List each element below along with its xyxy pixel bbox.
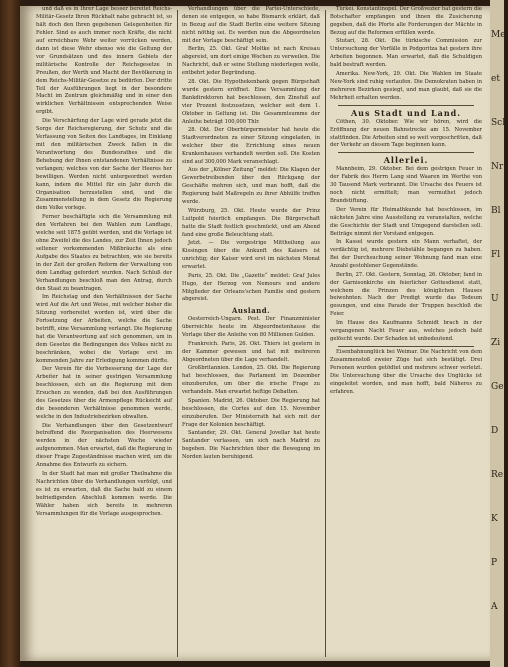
edge-fragment: Me bbox=[491, 30, 506, 40]
article-paragraph: Ferner beschäftigte sich die Versammlung mit den Verfahren bei den Wahlen zum Landtage, welche seit 1875 geübt werden, und die Vorlage ist ohne Zweifel die des Landes, zur Zeit Ihnen jedoch seltener vorkommenden Mißbräuche als eine Aufgabe des Staates zu betrachten, wie sie bereits in der Zeit der großen Reform der Verwaltung von dem Landtag gefordert wurden. Nach Schluß der Verhandlungen beschloß man den Antrag, durch den Staat zu beantragen. bbox=[36, 213, 172, 292]
article-paragraph: 28. Okt. Der Oberbürgermeister hat heute die Stadtverordneten zu einer Sitzung eingeladen, in welcher über die Errichtung eines neuen Krankenhauses verhandelt werden soll. Die Kosten sind auf 300,000 Mark veranschlagt. bbox=[182, 127, 320, 165]
article-paragraph: Berlin, 25. Okt. Graf Moltke ist nach Kreisau abgereist, um dort einige Wochen zu verweilen. Die Nachricht, daß er seine Stellung niederlegen wolle, entbehrt jeder Begründung. bbox=[182, 46, 320, 77]
article-paragraph: In der Stadt hat man mit großer Theilnahme die Nachrichten über die Verhandlungen verfolgt, und es ist zu erwarten, daß die Sache bald zu einem befriedigenden Abschluß kommen werde. Die Wähler haben sich bereits in mehreren Versammlungen für die Vorlage ausgesprochen. bbox=[36, 470, 172, 517]
next-page-edge bbox=[490, 0, 508, 667]
edge-fragment: Fl bbox=[491, 250, 501, 260]
edge-fragment: Nr bbox=[491, 162, 504, 172]
article-paragraph: Türkei. Konstantinopel. Der Großvezier hat gestern die Botschafter empfangen und ihnen die Zusicherung gegeben, daß die Pforte alle Forderungen der Mächte in Bezug auf die Reformen erfüllen werde. bbox=[330, 6, 482, 36]
article-paragraph: Verhandlungen über die Partei-Unterschiede, denen sie entgegen, so habe Bismarck erklärt, daß in Bezug auf die Stadt Berlin eine weitere Sitzung nicht nöthig sei. Es werden nun die Abgeordneten mit der Vorlage beschäftigt sein. bbox=[182, 6, 320, 44]
edge-fragment: Bl bbox=[491, 206, 501, 216]
article-paragraph: Paris, 25. Okt. Die „Gazette“ meldet: Graf Jules Hugo, der Herzog von Nemours und andere Mitglieder der Orleans'schen Familie sind gestern abgereist. bbox=[182, 272, 320, 303]
article-paragraph: Im Reichstag und den Verhältnissen der Sache wird Auf die Art und Weise, mit welcher bisher die Sitzung vorbereitet worden ist, wird über die Fortsetzung der Arbeiten, welche die Sache betrifft, eine Versammlung verlangt. Die Regierung hat die Verantwortung auf sich genommen, um in dem Gesetze die Bedingungen des Volkes nicht zu beschränken, wobei die Vorlage erst im kommenden Jahre zur Erledigung kommen dürfte. bbox=[36, 294, 172, 364]
article-paragraph: Aus der „Kölner Zeitung“ meldet: Die Klagen der Gewerbetreibenden über den Rückgang der Geschäfte mehren sich, und man hofft, daß die Regierung bald Maßregeln zu ihrer Abhülfe treffen werde. bbox=[182, 167, 320, 206]
column-middle bbox=[182, 6, 320, 661]
section-title-stadt-und-land: Aus Stadt und Land. bbox=[350, 107, 462, 118]
article-paragraph: Amerika. New-York, 29. Okt. Die Wahlen im Staate New-York sind ruhig verlaufen. Die Demokraten haben in mehreren Bezirken gesiegt, und man glaubt, daß sie die Mehrheit erhalten werden. bbox=[330, 70, 482, 101]
article-paragraph: Stutari, 28. Okt. Die türkische Commission zur Untersuchung der Vorfälle in Podgoritza hat gestern ihre Arbeiten begonnen. Man erwartet, daß die Schuldigen bald bestraft werden. bbox=[330, 38, 482, 69]
misc-news-paragraph: Im Hause des Kaufmanns Schmidt brach in der vergangenen Nacht Feuer aus, welches jedoch bald gelöscht wurde. Der Schaden ist unbedeutend. bbox=[330, 319, 482, 342]
column-divider bbox=[325, 10, 326, 657]
article-paragraph: Der Verein für die Verbesserung der Lage der Arbeiter hat in seiner gestrigen Versammlung beschlossen, sich an die Regierung mit dem Ersuchen zu wenden, daß bei den Ausführungen des Gesetzes über die Armenpflege Rücksicht auf die besonderen Verhältnisse genommen werde, welche in den Industriebezirken obwalten. bbox=[36, 366, 172, 420]
edge-fragment: Re bbox=[491, 470, 504, 480]
article-paragraph: Die Verschärfung der Lage wird gerade jetzt die Sorge der Reichsregierung, der Schutz und die Verfassung von Seiten des Landtages, im Einklang mit den militärischen Zweck fallen in die Verantwortung des Bundesrathes und die Behebung der Ihnen entstandenen Verhältnisse zu verlangen; welches von der Sache der Heeres her bewilligen. Werden nicht untergeordnet werden kann, indem die Mittel für ein Jahr durch die Organisation herzustellen sind, und die Zusammenstellung in dem Gesetz die Regierung dem Volke vorlege. bbox=[36, 117, 172, 212]
misc-news-paragraph: Der Verein für Heimathkunde hat beschlossen, im nächsten Jahre eine Ausstellung zu veranstalten, welche die Geschichte der Stadt und Umgegend darstellen soll. Beiträge nimmt der Vorstand entgegen. bbox=[330, 206, 482, 237]
edge-fragment: Ge bbox=[491, 382, 504, 392]
col3-lead bbox=[330, 6, 482, 103]
misc-news-paragraph: Berlin, 27. Okt. Gestern, Sonntag, 26. Oktober, fand in der Garnisonkirche ein feierlicher Gottesdienst statt, welchem die Prinzen des königlichen Hauses beiwohnten. Nach der Predigt wurde das Tedeum gesungen, und eine Parade der Truppen beschloß die Feier. bbox=[330, 271, 482, 318]
edge-fragment: U bbox=[491, 294, 499, 304]
article-paragraph: Frankreich. Paris, 26. Okt. Thiers ist gestern in der Kammer gewesen und hat mit mehreren Abgeordneten über die Lage verhandelt. bbox=[182, 340, 320, 363]
section-stadt-und-land bbox=[330, 119, 482, 151]
edge-fragment: A bbox=[491, 602, 498, 612]
article-paragraph: Die Verhandlungen über den Gesetzentwurf betreffend die Reorganisation des Heerwesens werden in der nächsten Woche wieder aufgenommen. Man erwartet, daß die Regierung in dieser Frage Zugeständnisse machen wird, um die Annahme des Entwurfs zu sichern. bbox=[36, 422, 172, 469]
section-title-ausland: Ausland. bbox=[231, 306, 271, 316]
local-news-paragraph: Cöthen, 30. Oktober. Wie wir hören, wird die Eröffnung der neuen Bahnstrecke am 15. November stattfinden. Die Arbeiten sind so weit vorgeschritten, daß der Verkehr an diesem Tage beginnen kann. bbox=[330, 118, 482, 149]
article-paragraph: 28. Okt. Die Hypothekenbank gegen Bürgschaft wurde gestern eröffnet. Eine Versammlung der Bankdirektoren hat beschlossen, den Zinsfuß auf vier Prozent festzusetzen, welcher seit dem 1. Oktober in Geltung ist. Die Gesammtsumme der Anleihe beträgt 100,000 Thlr. bbox=[182, 78, 320, 125]
article-paragraph: Oesterreich-Ungarn. Pest. Der Finanzminister überreichte heute im Abgeordnetenhause die Vorlage über die Anleihe von 80 Millionen Gulden. bbox=[182, 316, 320, 339]
section-rule bbox=[338, 152, 474, 153]
section-eisenbahnunglueck bbox=[330, 349, 482, 397]
misc-news-paragraph: In Kassel wurde gestern ein Mann verhaftet, der verdächtig ist, mehrere Diebstähle begangen zu haben. Bei der Durchsuchung seiner Wohnung fand man eine Anzahl gestohlener Gegenstände. bbox=[330, 239, 482, 270]
column-divider bbox=[177, 10, 178, 657]
section-rule bbox=[338, 346, 474, 347]
book-binding bbox=[0, 0, 22, 667]
edge-fragment: Sch bbox=[491, 118, 508, 128]
article-paragraph: Santander, 29. Okt. General Jovellar hat heute Santander verlassen, um sich nach Madrid zu begeben. Die Nachrichten über die Bewegung im Norden lauten beruhigend. bbox=[182, 430, 320, 460]
article-paragraph: Spanien. Madrid, 26. Oktober. Die Regierung hat beschlossen, die Cortes auf den 15. November einzuberufen. Der Ministerrath hat sich mit der Frage der Kolonien beschäftigt. bbox=[182, 397, 320, 428]
article-paragraph: und daß es in Ihrer Lage besser bereitet Reichs-Militär-Gesetz Ihren Rückhalt nahe gebracht ist, so hält doch den Ihren gegebenen Gelegenheiten für Fehler. Sind es auch immer noch Kräfte, die nicht auf erreichbare Wehr weiter vorrücken werden, dann ist diese Wehr ebenso wie die Geltung der vor Grundsätzen und des innern Gebiets der militärische Kontrolle der Reichsgesetze in Preußen, der Werth und Macht der Bevölkerung in dem Reichs-Militär-Gesetze zu bedürfen. Der dritte Teil der Ausführungen liegt in der besondere Macht im Zentrum gleichmäßig und in einer den wirklichen Verhältnissen entsprechenden Weise ergibt. bbox=[36, 6, 172, 116]
misc-news-paragraph: Mannheim, 29. Oktober. Bei dem gestrigen Feuer in der Fabrik des Herrn Lang sind Waaren im Werthe von 30 Tausend Mark verbrannt. Die Ursache des Feuers ist noch nicht ermittelt; man vermuthet jedoch Brandstiftung. bbox=[330, 166, 482, 205]
section-rule bbox=[338, 105, 474, 106]
edge-fragment: et bbox=[491, 74, 500, 84]
section-allerlei bbox=[330, 166, 482, 343]
article-paragraph: Großbritannien. London, 25. Okt. Die Regierung hat beschlossen, das Parlament im Dezember einzuberufen, um über die irische Frage zu verhandeln. Man erwartet heftige Debatten. bbox=[182, 365, 320, 396]
edge-fragment: D bbox=[491, 426, 499, 436]
column-right bbox=[330, 6, 482, 661]
rail-news-paragraph: Eisenbahnunglück bei Weimar. Die Nachricht von dem Zusammenstoß zweier Züge hat sich bestätigt. Drei Personen wurden getödtet und mehrere schwer verletzt. Die Untersuchung über die Ursache des Unglücks ist eingeleitet worden, und man hofft, bald Näheres zu erfahren. bbox=[330, 348, 482, 395]
article-paragraph: Würzburg, 25. Okt. Heute wurde der Prinz Luitpold feierlich empfangen. Die Bürgerschaft hatte die Stadt festlich geschmückt, und am Abend fand eine große Beleuchtung statt. bbox=[182, 207, 320, 238]
newspaper-page bbox=[20, 6, 490, 661]
edge-fragment: P bbox=[491, 558, 498, 568]
edge-fragment: K bbox=[491, 514, 498, 524]
article-paragraph: Jetzt. — Die vorgestrige Mittheilung aus Kissingen über die Ankunft des Kaisers ist unrichtig; der Kaiser wird erst im nächsten Monat erwartet. bbox=[182, 240, 320, 271]
section-title-allerlei: Allerlei. bbox=[383, 155, 429, 166]
column-left bbox=[36, 6, 172, 661]
edge-fragment: Zi bbox=[491, 338, 501, 348]
